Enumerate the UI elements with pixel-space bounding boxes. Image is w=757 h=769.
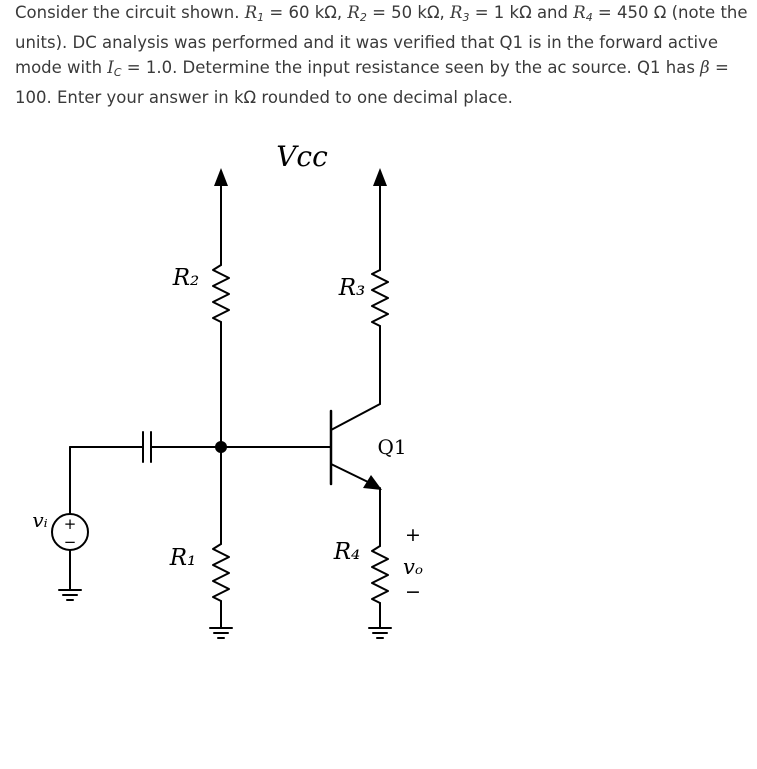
r1-value: = 60 kΩ, <box>264 3 348 22</box>
r1-label: R₁ <box>169 545 197 571</box>
r2-value: = 50 kΩ, <box>366 3 451 22</box>
r4-symbol: R <box>573 3 586 22</box>
ic-subscript: C <box>113 66 122 79</box>
r2-label: R₂ <box>172 265 200 291</box>
vcc-arrow-left-icon <box>214 168 228 186</box>
r2-subscript: 2 <box>359 11 367 24</box>
base-junction-dot <box>215 441 227 453</box>
r2-symbol: R <box>347 3 360 22</box>
transistor-collector <box>331 404 380 430</box>
r1-symbol: R <box>244 3 258 22</box>
r3-symbol: R <box>450 3 463 22</box>
r4-subscript: 4 <box>585 11 593 24</box>
ground-source-icon <box>59 590 81 600</box>
vo-minus: − <box>405 581 421 603</box>
ic-symbol: I <box>107 58 114 77</box>
beta-symbol: β <box>700 58 710 77</box>
q1-label: Q1 <box>377 435 407 459</box>
r3-subscript: 3 <box>462 11 470 24</box>
vo-label: vₒ <box>403 555 423 579</box>
vcc-arrow-right-icon <box>373 168 387 186</box>
r3-label: R₃ <box>338 275 366 301</box>
vo-plus: + <box>405 524 421 546</box>
vi-label: vᵢ <box>32 508 48 532</box>
r1-subscript: 1 <box>257 11 265 24</box>
r4-label: R₄ <box>333 539 361 565</box>
vcc-label: Vcc <box>276 140 328 173</box>
r4-resistor <box>372 546 388 603</box>
question-intro: Consider the circuit shown. <box>15 3 245 22</box>
beta-value: = 100. Enter your answer in kΩ rounded to one decimal place. <box>15 58 729 107</box>
r3-resistor <box>372 270 388 326</box>
r3-value: = 1 kΩ and <box>469 3 574 22</box>
emitter-arrow-icon <box>363 475 382 490</box>
source-plus: + <box>63 515 77 533</box>
ground-r4-icon <box>369 628 391 638</box>
r2-resistor <box>213 265 229 322</box>
ground-r1-icon <box>210 628 232 638</box>
ic-value: = 1.0. Determine the input resistance seen by the ac source. Q1 has <box>121 58 701 77</box>
r4-value: = 450 Ω (note the units). DC analysis was performed and it was verified that Q1 is in the forward active mode with <box>15 3 748 77</box>
source-minus: − <box>63 533 77 551</box>
r1-resistor <box>213 544 229 601</box>
transistor-emitter <box>331 464 368 482</box>
